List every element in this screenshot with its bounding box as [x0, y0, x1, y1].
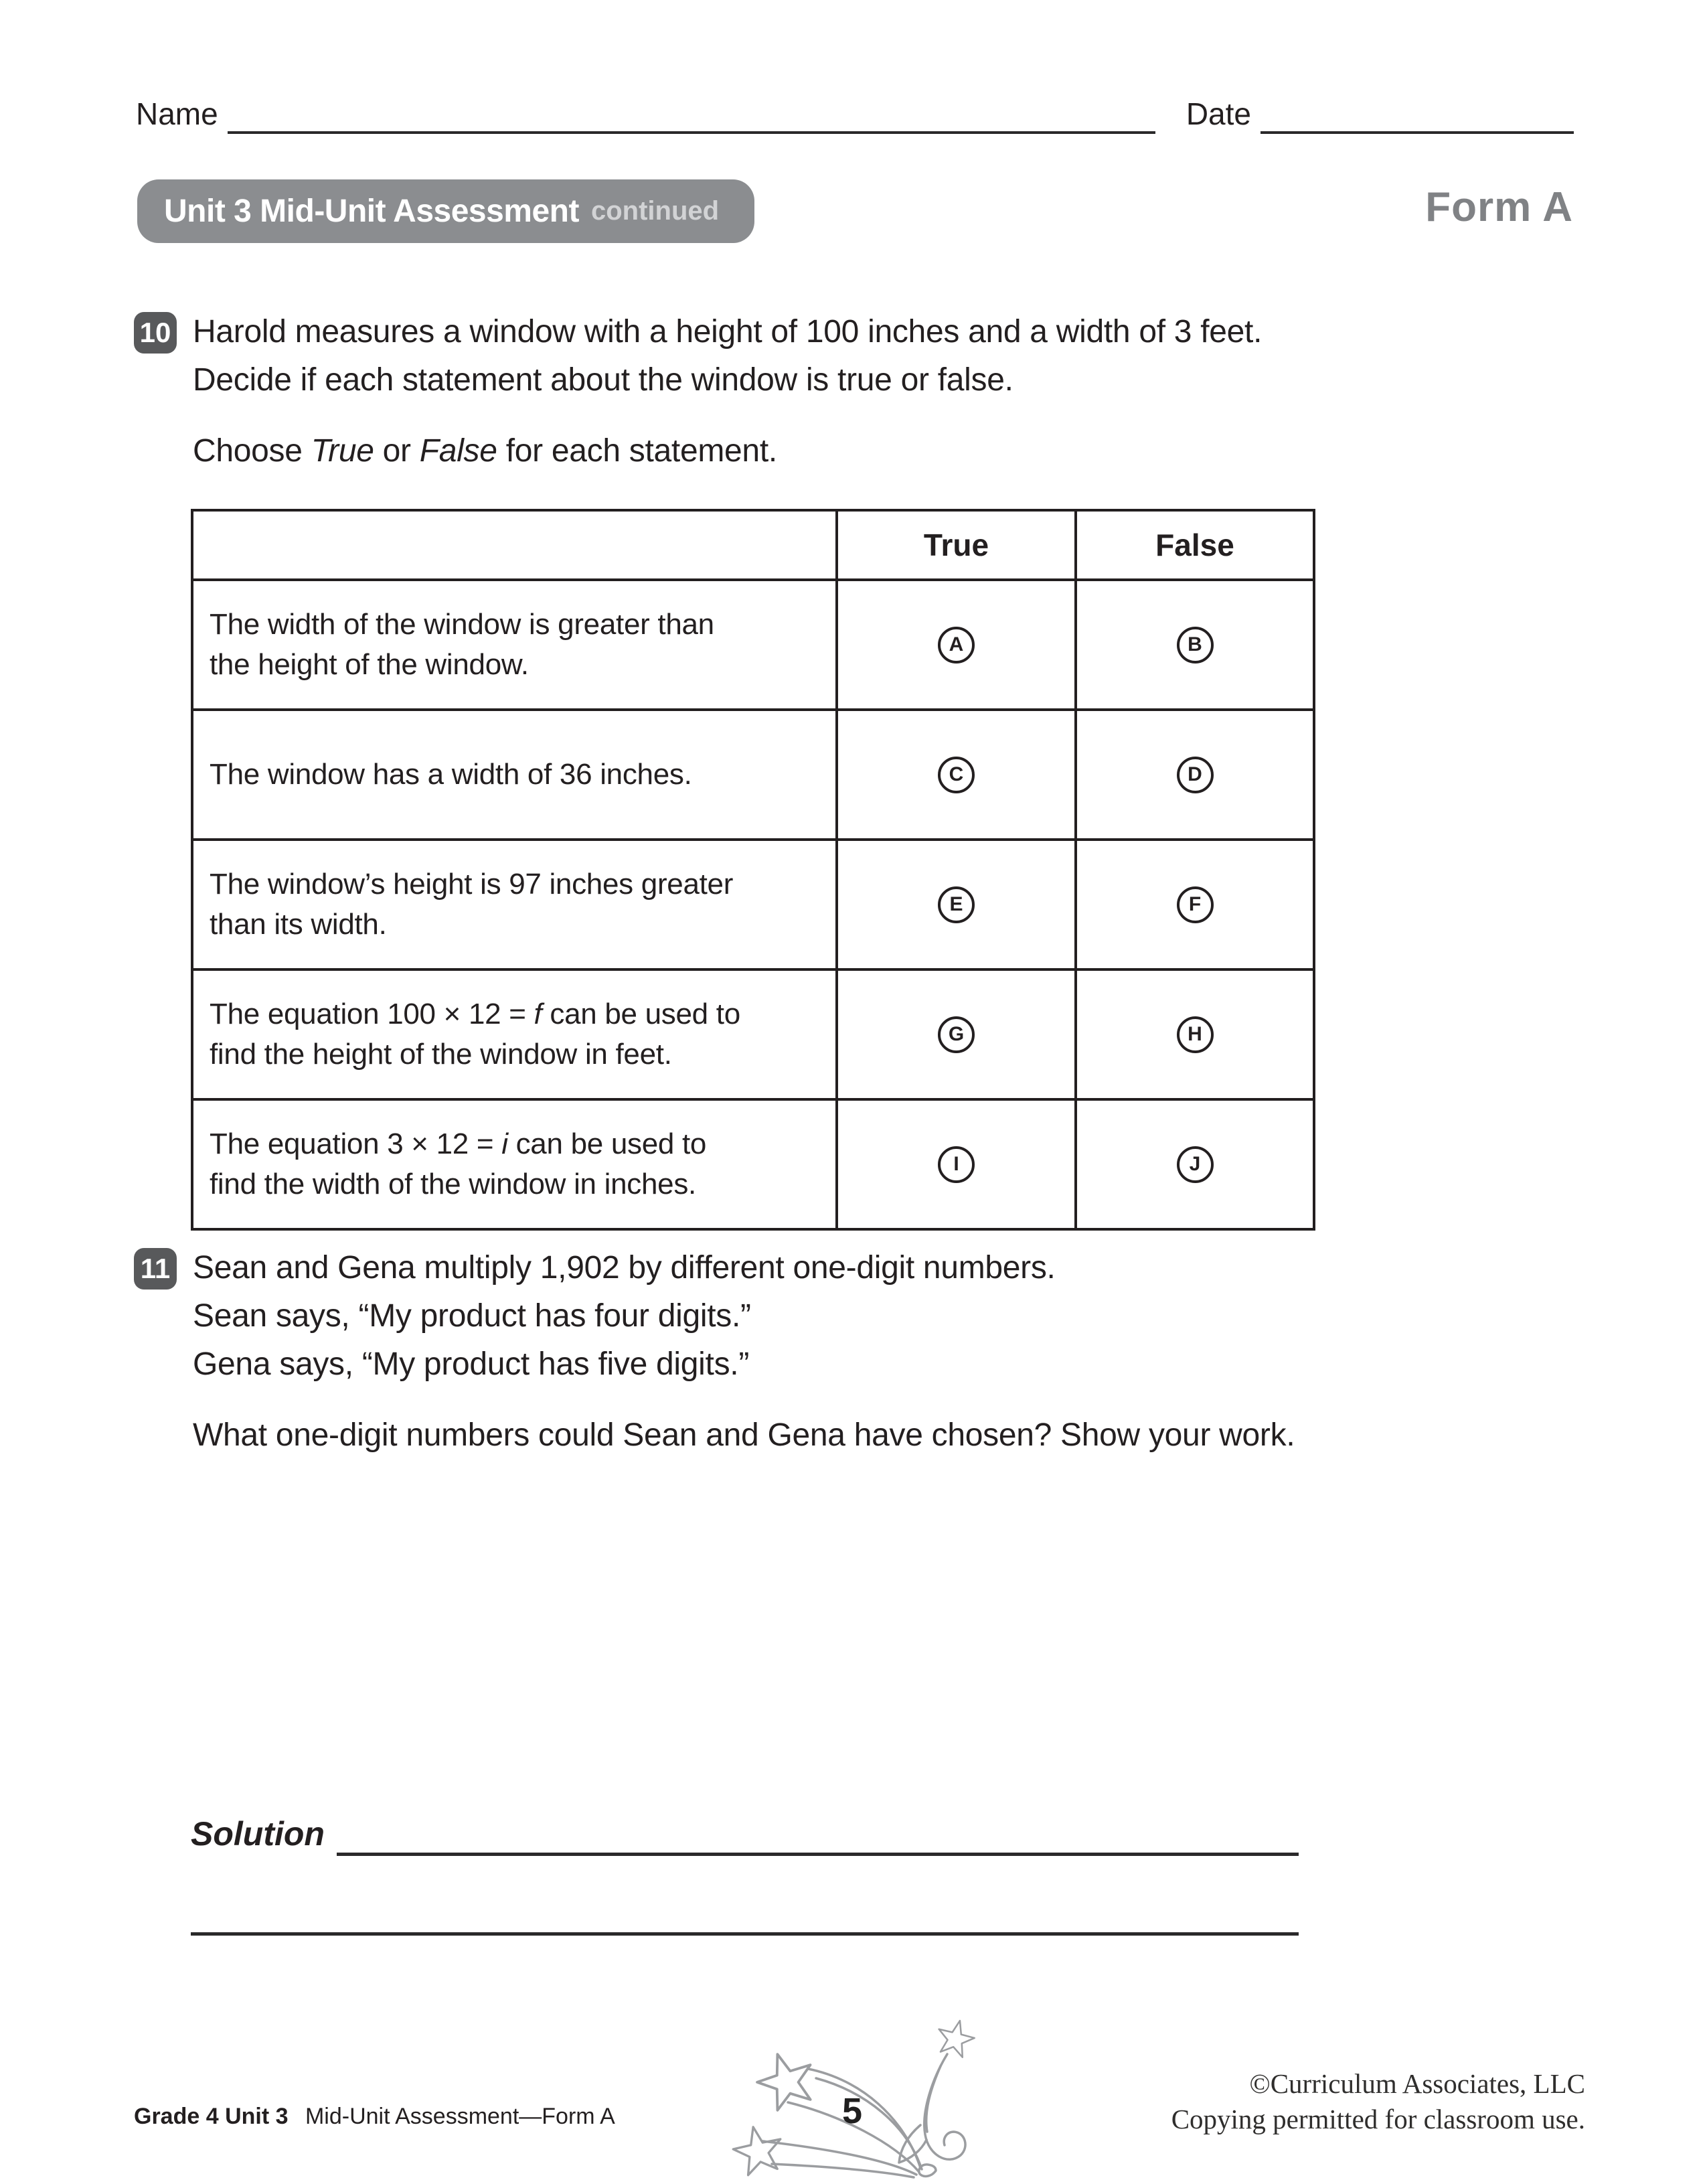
text-segment: find the height of the window in feet. — [210, 1038, 672, 1071]
false-cell — [1076, 1099, 1314, 1229]
question-11-number-badge: 11 — [134, 1248, 177, 1290]
text-segment: for each statement. — [497, 433, 777, 469]
question-11-body — [193, 1244, 1295, 1460]
answer-bubble-e[interactable]: E — [938, 886, 975, 923]
question-10-body — [193, 308, 1262, 475]
solution-row — [191, 1812, 1299, 1856]
tf-table-body — [192, 580, 1314, 1229]
false-column-header: False — [1076, 510, 1314, 580]
solution-answer-line-2[interactable] — [191, 1889, 1299, 1936]
true-cell — [837, 1099, 1076, 1229]
star-icon — [751, 2045, 821, 2114]
statement-header-cell — [192, 510, 837, 580]
text-segment: Choose — [193, 433, 311, 469]
table-header-row — [192, 510, 1314, 580]
name-label: Name — [136, 96, 218, 131]
false-cell — [1076, 580, 1314, 710]
false-cell — [1076, 969, 1314, 1099]
false-cell — [1076, 710, 1314, 840]
copyright-line1: ©Curriculum Associates, LLC — [1249, 2068, 1585, 2099]
text-segment: The width of the window is greater than — [210, 608, 714, 641]
answer-bubble-g[interactable]: G — [938, 1016, 975, 1053]
statement-cell — [192, 840, 837, 969]
statement-cell — [192, 710, 837, 840]
question-10 — [134, 308, 1587, 475]
text-segment: True — [311, 433, 374, 469]
table-row — [192, 710, 1314, 840]
text-segment: than its width. — [210, 908, 387, 941]
answer-bubble-b[interactable]: B — [1177, 627, 1214, 664]
true-cell — [837, 840, 1076, 969]
true-cell — [837, 710, 1076, 840]
text-segment: can be used to — [507, 1127, 707, 1160]
date-input-line[interactable] — [1261, 94, 1574, 134]
text-segment: find the width of the window in inches. — [210, 1168, 696, 1200]
answer-bubble-c[interactable]: C — [938, 757, 975, 793]
swirl-icon — [924, 2054, 965, 2159]
question-11-gena-quote: Gena says, “My product has five digits.” — [193, 1346, 750, 1382]
footer-left-text — [134, 2104, 615, 2130]
text-segment: The equation 3 × 12 = — [210, 1127, 502, 1160]
choose-instruction — [193, 427, 1262, 475]
text-segment: or — [374, 433, 420, 469]
unit-badge-continued: continued — [590, 196, 720, 226]
comet-trail — [808, 2069, 920, 2168]
question-11-intro: Sean and Gena multiply 1,902 by different one-digit numbers. — [193, 1250, 1056, 1285]
answer-bubble-a[interactable]: A — [938, 627, 975, 664]
star-icon — [934, 2016, 978, 2059]
text-segment: The equation 100 × 12 = — [210, 998, 534, 1030]
question-10-prompt-line1: Harold measures a window with a height of 100 inches and a width of 3 feet. — [193, 314, 1263, 349]
false-cell — [1076, 840, 1314, 969]
footer-grade-unit: Grade 4 Unit 3 — [134, 2104, 289, 2129]
footer-assessment-name: Mid-Unit Assessment—Form A — [305, 2104, 615, 2129]
solution-label: Solution — [191, 1815, 325, 1853]
name-input-line[interactable] — [228, 94, 1155, 134]
table-row — [192, 1099, 1314, 1229]
true-column-header: True — [837, 510, 1076, 580]
copyright-line2: Copying permitted for classroom use. — [1171, 2104, 1585, 2134]
question-11-sean-quote: Sean says, “My product has four digits.” — [193, 1298, 751, 1334]
swirl-icon — [926, 2066, 941, 2132]
answer-bubble-d[interactable]: D — [1177, 757, 1214, 793]
date-label: Date — [1186, 96, 1251, 131]
copyright-text — [1171, 2066, 1585, 2137]
answer-bubble-h[interactable]: H — [1177, 1016, 1214, 1053]
table-row — [192, 580, 1314, 710]
unit-badge-title: Unit 3 Mid-Unit Assessment — [164, 193, 579, 229]
question-11 — [134, 1244, 1587, 1460]
true-false-table — [191, 509, 1315, 1231]
statement-cell — [192, 580, 837, 710]
question-10-number-badge: 10 — [134, 312, 177, 354]
comet-trail — [762, 2141, 916, 2175]
star-icon — [730, 2122, 787, 2177]
text-segment: False — [419, 433, 497, 469]
text-segment: The window’s height is 97 inches greater — [210, 868, 734, 901]
text-segment: The window has a width of 36 inches. — [210, 758, 692, 791]
comet-trail — [816, 2078, 922, 2169]
table-row — [192, 840, 1314, 969]
answer-bubble-f[interactable]: F — [1177, 886, 1214, 923]
answer-bubble-j[interactable]: J — [1177, 1146, 1214, 1183]
question-10-prompt-line2: Decide if each statement about the window is true or false. — [193, 362, 1013, 398]
name-date-row — [136, 94, 1574, 134]
statement-cell — [192, 1099, 837, 1229]
form-label: Form A — [1425, 184, 1573, 230]
solution-answer-line-1[interactable] — [337, 1812, 1299, 1856]
text-segment: i — [501, 1127, 508, 1160]
true-cell — [837, 580, 1076, 710]
table-row — [192, 969, 1314, 1099]
statement-cell — [192, 969, 837, 1099]
page-number: 5 — [842, 2091, 863, 2131]
text-segment: f — [534, 998, 542, 1030]
text-segment: the height of the window. — [210, 648, 529, 681]
true-cell — [837, 969, 1076, 1099]
unit-header-badge — [137, 179, 754, 243]
answer-bubble-i[interactable]: I — [938, 1146, 975, 1183]
text-segment: can be used to — [542, 998, 740, 1030]
question-11-question: What one-digit numbers could Sean and Gena have chosen? Show your work. — [193, 1417, 1295, 1453]
